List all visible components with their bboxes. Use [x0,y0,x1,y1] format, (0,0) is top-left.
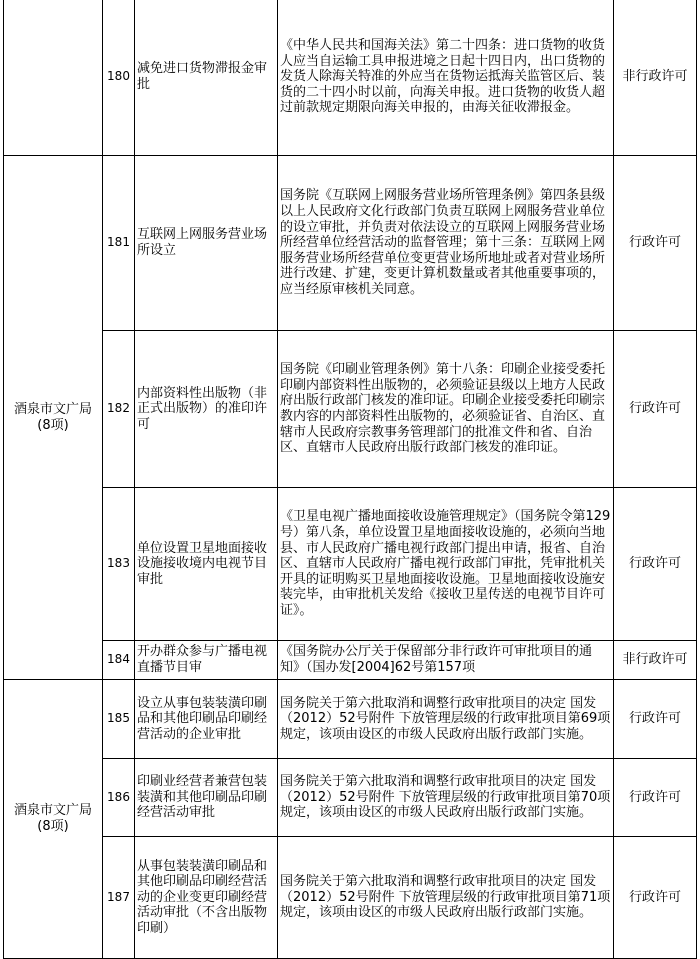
item-number: 181 [103,156,135,331]
item-name: 内部资料性出版物（非正式出版物）的准印许可 [135,331,278,488]
table-row [4,641,697,680]
approval-type: 行政许可 [614,837,697,959]
item-number: 186 [103,759,135,837]
item-number: 185 [103,680,135,759]
item-name: 互联网上网服务营业场所设立 [135,156,278,331]
approval-type: 行政许可 [614,759,697,837]
legal-basis: 国务院《印刷业管理条例》第十八条：印刷企业接受委托印刷内部资料性出版物的，必须验证县级以上地方人民政府出版行政部门核发的准印证。印刷企业接受委托印刷宗教内容的内部资料性出版物的，必须验证省、自治区、直辖市人民政府宗教事务管理部门的批准文件和省、自治区、直辖市人民政府出版行政部门核发的准印证。 [278,331,614,488]
approval-type: 非行政许可 [614,641,697,680]
table-row [4,156,697,331]
approval-type: 行政许可 [614,156,697,331]
item-number: 187 [103,837,135,959]
table-row [4,331,697,488]
item-name: 印刷业经营者兼营包装装潢和其他印刷品印刷经营活动审批 [135,759,278,837]
item-name: 减免进口货物滞报金审批 [135,0,278,156]
dept-cell: 酒泉市文广局(8项) [4,680,103,959]
legal-basis: 《中华人民共和国海关法》第二十四条：进口货物的收货人应当自运输工具申报进境之日起十四日内，出口货物的发货人除海关特准的外应当在货物运抵海关监管区后、装货的二十四小时以前，向海关申报。进口货物的收货人超过前款规定期限向海关申报的，由海关征收滞报金。 [278,0,614,156]
legal-basis: 《卫星电视广播地面接收设施管理规定》（国务院令第129号）第八条，单位设置卫星地面接收设施的，必须向当地县、市人民政府广播电视行政部门提出申请，报省、自治区、直辖市人民政府广播电视行政部门审批，凭审批机关开具的证明购买卫星地面接收设施。卫星地面接收设施安装完毕，由审批机关发给《接收卫星传送的电视节目许可证》。 [278,488,614,641]
item-number: 182 [103,331,135,488]
table-row [4,759,697,837]
item-name: 设立从事包装装潢印刷品和其他印刷品印刷经营活动的企业审批 [135,680,278,759]
item-name: 从事包装装潢印刷品和其他印刷品印刷经营活动的企业变更印刷经营活动审批（不含出版物印刷） [135,837,278,959]
legal-basis: 国务院关于第六批取消和调整行政审批项目的决定 国发（2012）52号附件 下放管理层级的行政审批项目第69项规定，该项由设区的市级人民政府出版行政部门实施。 [278,680,614,759]
item-number: 184 [103,641,135,680]
table-row [4,837,697,959]
legal-basis: 国务院《互联网上网服务营业场所管理条例》第四条县级以上人民政府文化行政部门负责互联网上网服务营业单位的设立审批，并负责对依法设立的互联网上网服务营业场所经营单位经营活动的监督管理；第十三条：互联网上网服务营业场所经营单位变更营业场所地址或者对营业场所进行改建、扩建，变更计算机数量或者其他重要事项的，应当经原审核机关同意。 [278,156,614,331]
dept-cell [4,0,103,156]
approval-type: 行政许可 [614,680,697,759]
table-row [4,0,697,156]
table-row [4,680,697,759]
dept-cell: 酒泉市文广局(8项) [4,156,103,680]
item-number: 180 [103,0,135,156]
approval-items-table [3,0,697,959]
approval-type: 行政许可 [614,331,697,488]
approval-type: 非行政许可 [614,0,697,156]
item-name: 单位设置卫星地面接收设施接收境内电视节目审批 [135,488,278,641]
item-name: 开办群众参与广播电视直播节目审 [135,641,278,680]
legal-basis: 国务院关于第六批取消和调整行政审批项目的决定 国发（2012）52号附件 下放管理层级的行政审批项目第71项规定，该项由设区的市级人民政府出版行政部门实施。 [278,837,614,959]
legal-basis: 《国务院办公厅关于保留部分非行政许可审批项目的通知》（国办发[2004]62号第157项 [278,641,614,680]
approval-type: 行政许可 [614,488,697,641]
item-number: 183 [103,488,135,641]
table-row [4,488,697,641]
legal-basis: 国务院关于第六批取消和调整行政审批项目的决定 国发（2012）52号附件 下放管理层级的行政审批项目第70项规定，该项由设区的市级人民政府出版行政部门实施。 [278,759,614,837]
